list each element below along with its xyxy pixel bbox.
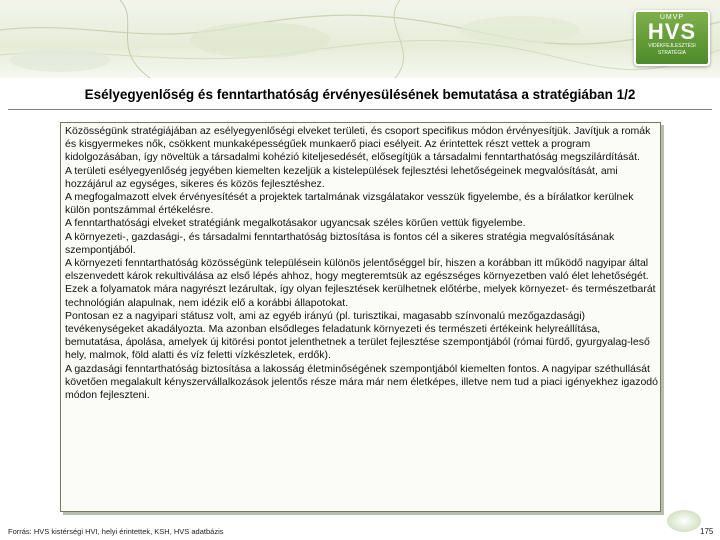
- paragraph: A területi esélyegyenlőség jegyében kiemelten kezeljük a kistelepülések fejlesztési lehetőségeinek megvalósítását, ami hozzájárul az egységes, sikeres és közös fejlesztéshez.: [65, 164, 618, 190]
- paragraph: Ezek a folyamatok mára nagyrészt lezárultak, így olyan fejlesztések kerülhetnek előtérbe, melyek környezet- és természetbarát technológián alapulnak, nem idézik elő a korábbi állapotokat.: [65, 283, 656, 309]
- paragraph: A környezeti fenntarthatóság közösségünk településein különös jelentőséggel bír, hiszen a korábban itt működő nagyipar által elszenvedett károk rekultiválása az első lépés ahhoz, hogy megteremtsük az egészséges környezetben való élet lehetőségét.: [65, 257, 649, 283]
- slide-title: Esélyegyenlőség és fenntarthatóság érvényesülésének bemutatása a stratégiában 1/2: [84, 87, 636, 102]
- paragraph: A gazdasági fenntarthatóság biztosítása a lakosság életminőségének szempontjából kiemelten fontos. A nagyipar széthullását követően megalakult kényszervállalkozások jelentős része mára már nem életképes, illetve nem tud a piaci igényekhez igazodó módon fejleszteni.: [65, 362, 658, 402]
- page-number: 175: [700, 527, 714, 536]
- footer-badge-icon: [667, 510, 701, 532]
- paragraph: Pontosan ez a nagyipari státusz volt, ami az egyéb irányú (pl. turisztikai, magasabb színvonalú mezőgazdasági) tevékenységeket akadályozta. Ma azonban elsődleges feladatunk környezeti és természeti értékeink helyreállítása, bemutatása, ápolása, amelyek új kitörési pontot jelenthetnek a terület fejlesztése szempontjából (római fürdő, gyurgyalag-leső hely, malmok, föld alatti és víz feletti vízkészletek, erdők).: [65, 309, 650, 362]
- hvs-logo: ÚMVP HVS VIDÉKFEJLESZTÉSI STRATÉGIA: [634, 10, 710, 66]
- map-background-graphic: [0, 0, 720, 78]
- source-note: Forrás: HVS kistérségi HVI, helyi érintettek, KSH, HVS adatbázis: [8, 527, 224, 536]
- paragraph: A megfogalmazott elvek érvényesítését a projektek tartalmának vizsgálatakor vesszük figyelembe, és a bírálatkor kerülnek külön pontszámmal értékelésre.: [65, 191, 634, 217]
- header-banner: [0, 0, 720, 78]
- paragraph: Közösségünk stratégiájában az esélyegyenlőségi elveket területi, és csoport specifikus módon érvényesítjük. Javítjuk a romák és kisgyermekes nők, csökkent munkaképességűek munkaerő piaci esélyeit. Az érintettek részt vettek a program kidolgozásában, így növeltük a társadalmi kohézió kiteljesedését, elősegítjük a társadalmi fenntarthatóság megszilárdítását.: [65, 125, 651, 164]
- paragraph: A fenntarthatósági elveket stratégiánk megalkotásakor ugyancsak széles körűen vettük figyelembe.: [65, 217, 526, 230]
- title-divider: [8, 109, 712, 110]
- content-text: [65, 125, 659, 402]
- paragraph: A környezeti-, gazdasági-, és társadalmi fenntarthatóság biztosítása is fontos cél a sikeres stratégia megvalósításának szempontjából.: [65, 230, 615, 256]
